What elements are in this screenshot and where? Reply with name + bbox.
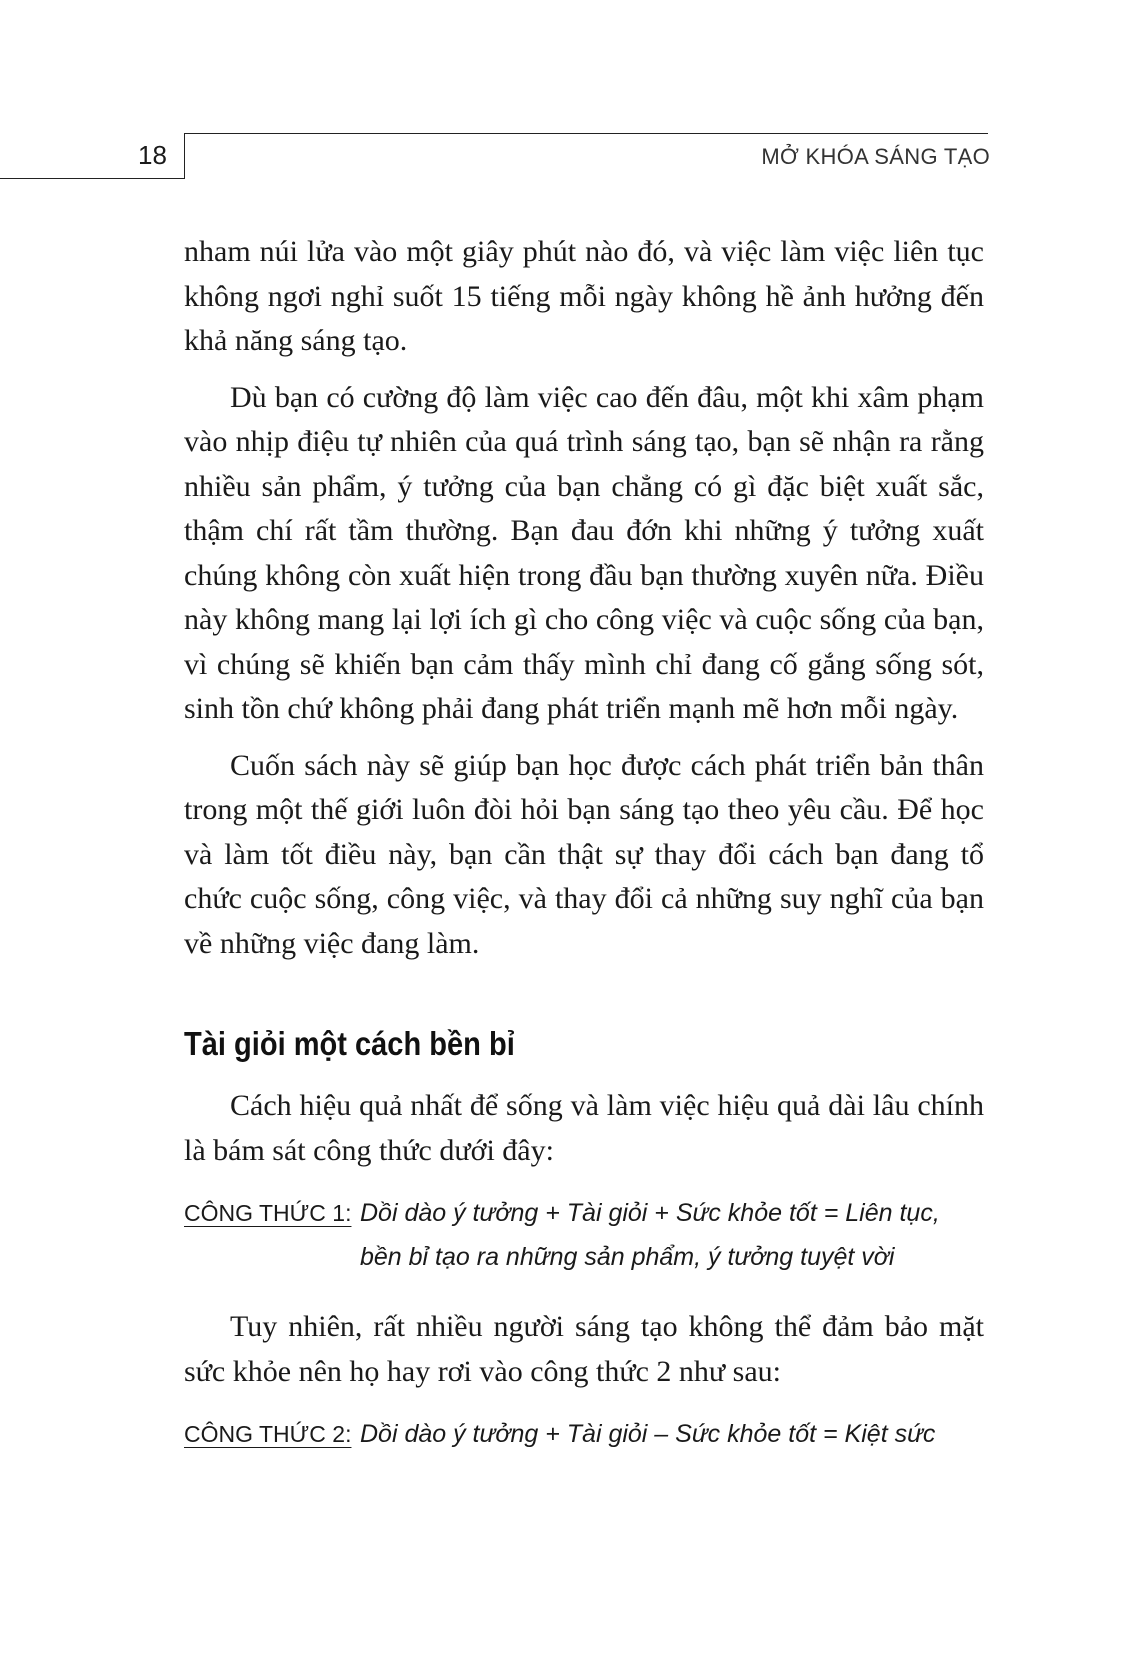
paragraph: Dù bạn có cường độ làm việc cao đến đâu, một khi xâm phạm vào nhịp điệu tự nhiên của quá trình sáng tạo, bạn sẽ nhận ra rằng nhiều sản phẩm, ý tưởng của bạn chẳng có gì đặc biệt xuất sắc, thậm chí rất tầm thường. Bạn đau đớn khi những ý tưởng xuất chúng không còn xuất hiện trong đầu bạn thường xuyên nữa. Điều này không mang lại lợi ích gì cho công việc và cuộc sống của bạn, vì chúng sẽ khiến bạn cảm thấy mình chỉ đang cố gắng sống sót, sinh tồn chứ không phải đang phát triển mạnh mẽ hơn mỗi ngày.: [184, 380, 984, 725]
formula-1: [184, 1191, 984, 1279]
paragraph: Cuốn sách này sẽ giúp bạn học được cách phát triển bản thân trong một thế giới luôn đòi hỏi bạn sáng tạo theo yêu cầu. Để học và làm tốt điều này, bạn cần thật sự thay đổi cách bạn đang tổ chức cuộc sống, công việc, và thay đổi cả những suy nghĩ của bạn về những việc đang làm.: [184, 748, 984, 960]
running-title: MỞ KHÓA SÁNG TẠO: [761, 144, 990, 169]
formula-2-text: Dồi dào ý tưởng + Tài giỏi – Sức khỏe tốt = Kiệt sức: [360, 1420, 936, 1448]
header-rule-left: [0, 178, 184, 179]
header-rule-divider: [184, 133, 185, 179]
header-rule-top: [184, 133, 988, 134]
section-heading: Tài giỏi một cách bền bỉ: [184, 1025, 515, 1062]
paragraph: Cách hiệu quả nhất để sống và làm việc hiệu quả dài lâu chính là bám sát công thức dưới đây:: [184, 1089, 984, 1167]
formula-2-label: CÔNG THỨC 2:: [184, 1421, 352, 1447]
formula-1-text: Dồi dào ý tưởng + Tài giỏi + Sức khỏe tốt = Liên tục, bền bỉ tạo ra những sản phẩm, ý tưởng tuyệt vời: [360, 1199, 940, 1271]
formula-1-label: CÔNG THỨC 1:: [184, 1200, 352, 1226]
paragraph-continued: nham núi lửa vào một giây phút nào đó, và việc làm việc liên tục không ngơi nghỉ suốt 15 tiếng mỗi ngày không hề ảnh hưởng đến khả năng sáng tạo.: [184, 235, 984, 357]
paragraph: Tuy nhiên, rất nhiều người sáng tạo không thể đảm bảo mặt sức khỏe nên họ hay rơi vào công thức 2 như sau:: [184, 1310, 984, 1388]
page-number: 18: [138, 140, 167, 170]
page-body: [184, 230, 984, 1482]
formula-2: [184, 1412, 984, 1456]
